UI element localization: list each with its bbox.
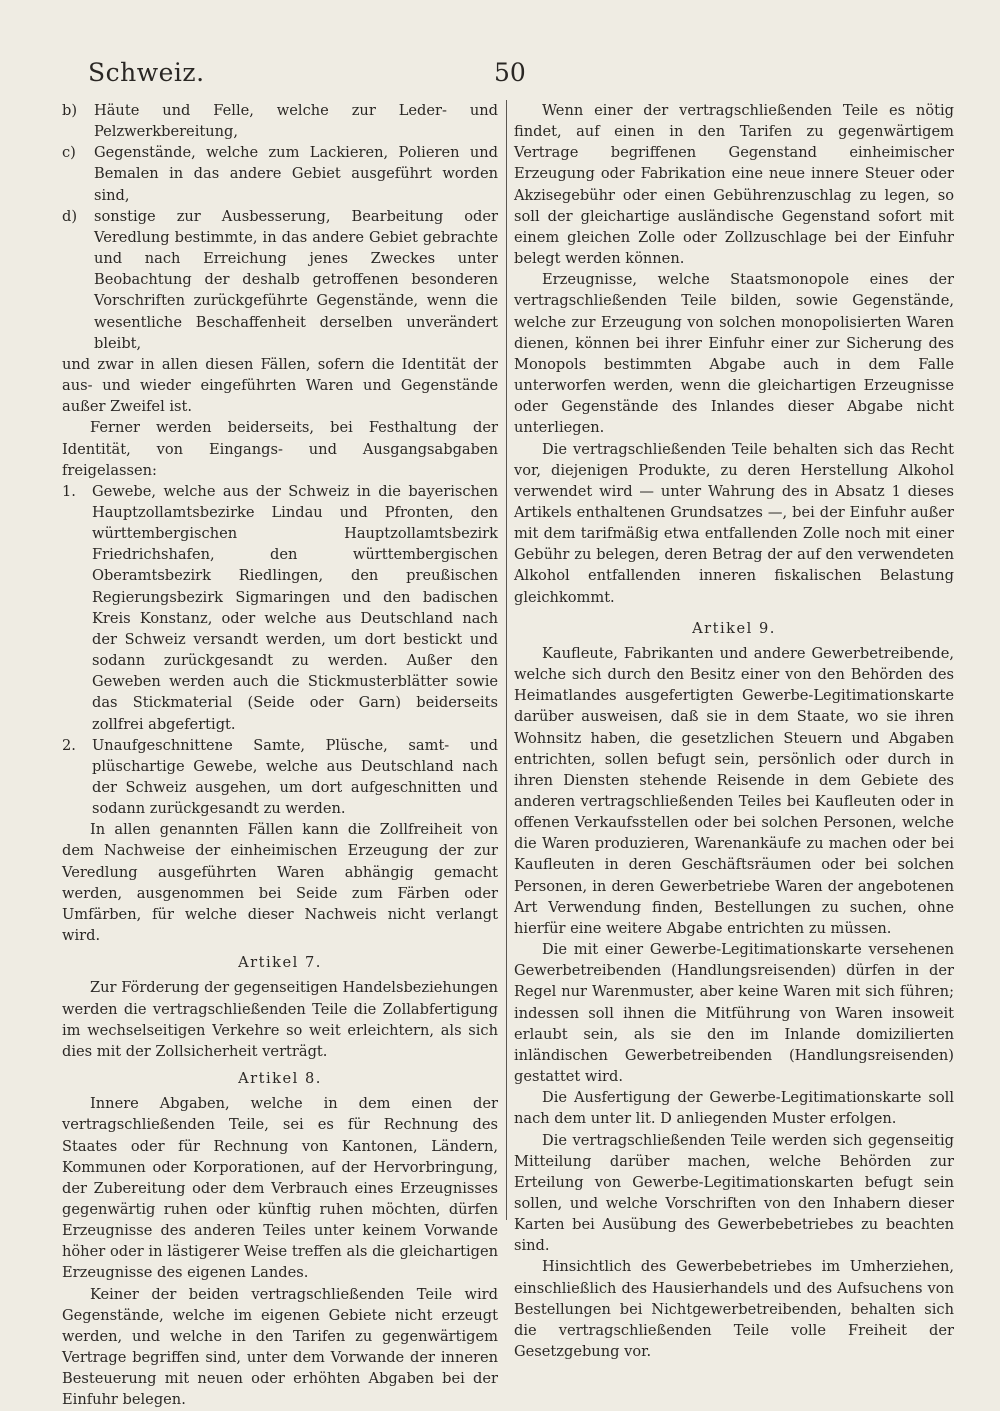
numbered-item-2 (62, 735, 498, 820)
article-7-text: Zur Förderung der gegenseitigen Handelsbeziehungen werden die vertragschließenden Teile die Zollabfertigung im wechselseitigen Verkehre so weit erleichtern, als sich dies mit der Zollsicherheit verträgt. (62, 979, 498, 1060)
list-label: b) (62, 102, 78, 119)
right-paragraph-3: Die vertragschließenden Teile behalten sich das Recht vor, diejenigen Produkte, zu deren Herstellung Alkohol verwendet wird — unter Wahrung des in Absatz 1 dieses Artikels enthaltenen Grundsatzes —, bei der Einfuhr außer mit dem tarifmäßig etwa entfallenden Zolle noch mit einer Gebühr zu belegen, deren Betrag der auf den verwendeten Alkohol entfallenden inneren fiskalischen Belastung gleichkommt. (514, 440, 954, 606)
article-8-paragraph-2: Keiner der beiden vertragschließenden Teile wird Gegenstände, welche im eigenen Gebiete nicht erzeugt werden, und welche in den Tarifen zu gegenwärtigem Vertrage begriffen sind, unter dem Vorwande der inneren Besteuerung mit neuen oder erhöhten Abgaben bei der Einfuhr belegen. (62, 1285, 498, 1409)
list-item-b (62, 100, 498, 142)
list-item-d (62, 206, 498, 354)
numbered-item-1 (62, 481, 498, 735)
paragraph-identity: und zwar in allen diesen Fällen, sofern die Identität der aus- und wieder eingeführten Waren und Gegenstände außer Zweifel ist. (62, 355, 498, 416)
list-item-c (62, 142, 498, 205)
column-divider (506, 100, 507, 1220)
article-9-heading: Artikel 9. (692, 619, 776, 637)
paragraph-ferner: Ferner werden beiderseits, bei Festhaltung der Identität, von Eingangs- und Ausgangsabgaben freigelassen: (62, 419, 498, 479)
article-8-paragraph-1: Innere Abgaben, welche in dem einen der vertragschließenden Teile, sei es für Rechnung des Staates oder für Rechnung von Kantonen, Ländern, Kommunen oder Korporationen, auf der Hervorbringung, der Zubereitung oder dem Verbrauch eines Erzeugnisses gegenwärtig ruhen oder künftig ruhen möchten, dürfen Erzeugnisse des anderen Teiles unter keinem Vorwande höher oder in lästigerer Weise treffen als die gleichartigen Erzeugnisse des eigenen Landes. (62, 1095, 498, 1282)
right-paragraph-1: Wenn einer der vertragschließenden Teile es nötig findet, auf einen in den Tarifen zu gegenwärtigem Vertrage begriffenen Gegenstand einheimischer Erzeugung oder Fabrikation eine neue innere Steuer oder Akzisegebühr oder einen Gebührenzuschlag zu legen, so soll der gleichartige ausländische Gegenstand sofort mit einem gleichen Zolle oder Zollzuschlage bei der Einfuhr belegt werden können. (514, 102, 954, 268)
list-text: Häute und Felle, welche zur Leder- und Pelzwerkbereitung, (94, 102, 498, 141)
list-label: d) (62, 207, 78, 225)
article-7-heading: Artikel 7. (238, 954, 322, 972)
list-text: Unaufgeschnittene Samte, Plüsche, samt- und plüschartige Gewebe, welche aus Deutschland nach der Schweiz ausgehen, um dort aufgeschnitten und sodann zurückgesandt zu werden. (92, 736, 498, 818)
paragraph-zollfreiheit: In allen genannten Fällen kann die Zollfreiheit von dem Nachweise der einheimischen Erzeugung der zur Veredlung ausgeführten Waren abhängig gemacht werden, ausgenommen bei Seide zum Färben oder Umfärben, für welche dieser Nachweis nicht verlangt wird. (62, 821, 498, 945)
article-9-paragraph-1: Kaufleute, Fabrikanten und andere Gewerbetreibende, welche sich durch den Besitz einer von den Behörden des Heimatlandes ausgefertigten Gewerbe-Legitimationskarte darüber ausweisen, daß sie in dem Staate, wo sie ihren Wohnsitz haben, die gesetzlichen Steuern und Abgaben entrichten, sollen befugt sein, persönlich oder durch in ihren Diensten stehende Reisende in dem Gebiete des anderen vertragschließenden Teiles bei Kaufleuten oder in offenen Verkaufsstellen oder bei solchen Personen, welche die Waren produzieren, Warenankäufe zu machen oder bei Kaufleuten in deren Geschäftsräumen oder bei solchen Personen, in deren Gewerbetriebe Waren der angebotenen Art Verwendung finden, Bestellungen zu suchen, ohne hierfür eine weitere Abgabe entrichten zu müssen. (514, 644, 954, 937)
article-9-paragraph-4: Die vertragschließenden Teile werden sich gegenseitig Mitteilung darüber machen, welche Behörden zur Erteilung von Gewerbe-Legitimationskarten befugt sein sollen, und welche Vorschriften von den Inhabern dieser Karten bei Ausübung des Gewerbebetriebes zu beachten sind. (514, 1131, 954, 1255)
list-text: Gegenstände, welche zum Lackieren, Polieren und Bemalen in das andere Gebiet ausgeführt worden sind, (94, 144, 498, 204)
list-text: sonstige zur Ausbesserung, Bearbeitung oder Veredlung bestimmte, in das andere Gebiet gebrachte und nach Erreichung jenes Zweckes unter Beobachtung der deshalb getroffenen besonderen Vorschriften zurückgeführte Gegenstände, wenn die wesentliche Beschaffenheit derselben unverändert bleibt, (94, 207, 498, 352)
right-column (514, 100, 954, 1362)
article-9-paragraph-3: Die Ausfertigung der Gewerbe-Legitimationskarte soll nach dem unter lit. D anliegenden Muster erfolgen. (514, 1089, 954, 1128)
left-column (62, 100, 498, 1411)
list-label: c) (62, 144, 76, 162)
list-label: 2. (62, 736, 76, 754)
list-label: 1. (62, 482, 76, 500)
running-head: Schweiz. (88, 58, 205, 87)
article-9-paragraph-5: Hinsichtlich des Gewerbebetriebes im Umherziehen, einschließlich des Hausierhandels und des Aufsuchens von Bestellungen bei Nichtgewerbetreibenden, behalten sich die vertragschließenden Teile volle Freiheit der Gesetzgebung vor. (514, 1258, 954, 1361)
list-text: Gewebe, welche aus der Schweiz in die bayerischen Hauptzollamtsbezirke Lindau und Pfronten, den württembergischen Hauptzollamtsbezirk Friedrichshafen, den württembergischen Oberamtsbezirk Riedlingen, den preußischen Regierungsbezirk Sigmaringen und den badischen Kreis Konstanz, oder welche aus Deutschland nach der Schweiz versandt werden, um dort bestickt und sodann zurückgesandt zu werden. Außer den Geweben werden auch die Stickmusterblätter sowie das Stickmaterial (Seide oder Garn) beiderseits zollfrei abgefertigt. (92, 482, 498, 733)
article-8-heading: Artikel 8. (238, 1070, 322, 1088)
page-number: 50 (494, 58, 526, 87)
right-paragraph-2: Erzeugnisse, welche Staatsmonopole eines der vertragschließenden Teile bilden, sowie Gegenstände, welche zur Erzeugung von solchen monopolisierten Waren dienen, können bei ihrer Einfuhr einer zur Sicherung des Monopols bestimmten Abgabe auch in dem Falle unterworfen werden, wenn die gleichartigen Erzeugnisse oder Gegenstände des Inlandes dieser Abgabe nicht unterliegen. (514, 271, 954, 437)
article-9-paragraph-2: Die mit einer Gewerbe-Legitimationskarte versehenen Gewerbetreibenden (Handlungsreisenden) dürfen in der Regel nur Warenmuster, aber keine Waren mit sich führen; indessen soll ihnen die Mitführung von Waren insoweit erlaubt sein, als sie den im Inlande domizilierten inländischen Gewerbetreibenden (Handlungsreisenden) gestattet wird. (514, 941, 954, 1086)
